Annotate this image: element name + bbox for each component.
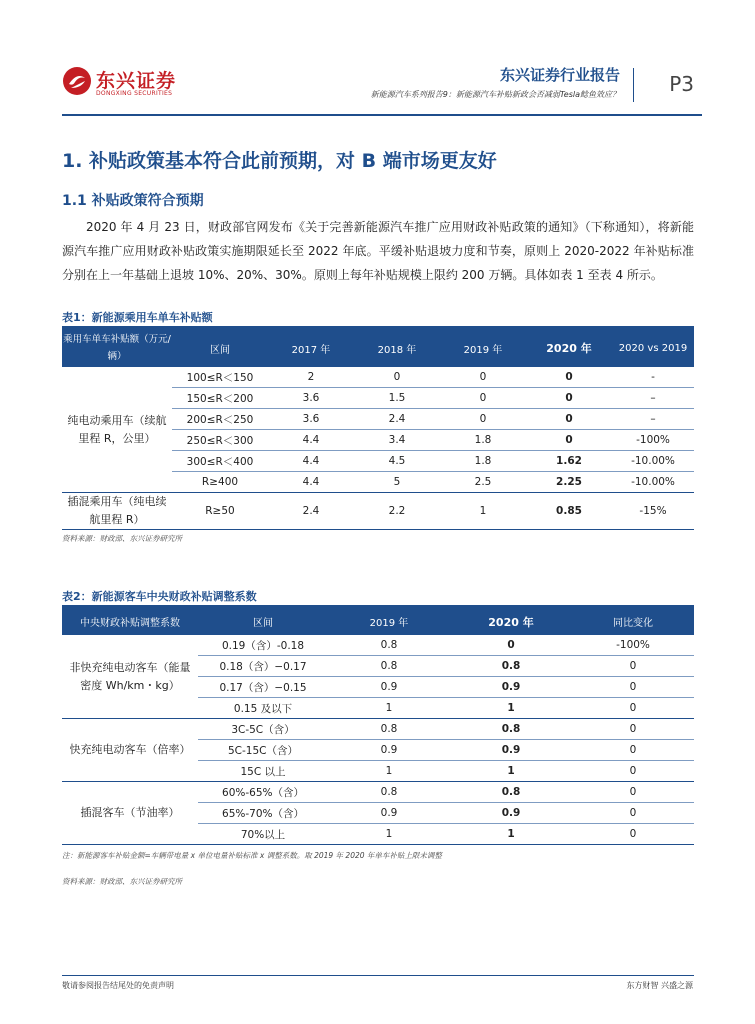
table1-header-cell: 2017 年: [268, 329, 354, 367]
table1-cell: 2.2: [354, 493, 440, 530]
table1-cell: 1.62: [526, 451, 612, 472]
company-logo: [62, 62, 202, 104]
table1-cell: 2: [268, 367, 354, 388]
table2-cell: 0.18（含）−0.17: [198, 656, 328, 677]
table1-cell: -15%: [612, 493, 694, 530]
table2-cell: 0.9: [328, 803, 450, 824]
table1-category-cell: 插混乘用车（纯电续航里程 R）: [62, 493, 172, 530]
header-divider: [633, 68, 635, 102]
table2-cell: 0.8: [450, 656, 572, 677]
table2-cell: 0.8: [450, 719, 572, 740]
table1-header-cell: 区间: [172, 329, 268, 367]
table2-header-cell: 2019 年: [328, 608, 450, 635]
table2-cell: 5C-15C（含）: [198, 740, 328, 761]
table1-category-cell: 纯电动乘用车（续航里程 R，公里）: [62, 367, 172, 493]
table1-grid: [62, 329, 694, 530]
table2-cell: 0.19（含）-0.18: [198, 635, 328, 656]
table1-cell: -: [612, 367, 694, 388]
table1-cell: 2.4: [354, 409, 440, 430]
table2-cell: 0.9: [450, 803, 572, 824]
table1-cell: 2.25: [526, 472, 612, 493]
header-title-block: [371, 64, 620, 100]
table1-cell: R≥50: [172, 493, 268, 530]
report-type-title: 东兴证券行业报告: [499, 66, 620, 84]
table2-header-cell: 同比变化: [572, 608, 694, 635]
table2-cell: 15C 以上: [198, 761, 328, 782]
table2-cell: 1: [450, 761, 572, 782]
footer-slogan: 东方财智 兴盛之源: [626, 981, 693, 990]
table1-cell: 4.4: [268, 430, 354, 451]
table2-cell: 0.8: [328, 782, 450, 803]
table1-cell: 1.8: [440, 451, 526, 472]
table1-cell: 0: [526, 367, 612, 388]
table1-title: 表1：新能源乘用车单车补贴额: [62, 311, 213, 324]
table1-row: [62, 493, 694, 530]
table2-cell: 0: [572, 803, 694, 824]
logo-mark-icon: [62, 66, 92, 96]
table2-category-cell: 快充纯电动客车（倍率）: [62, 719, 198, 782]
table1-header-cell: 2020 年: [526, 329, 612, 367]
table2-cell: 0.9: [450, 677, 572, 698]
table2-cell: 0: [572, 719, 694, 740]
footer-disclaimer: 敬请参阅报告结尾处的免责声明: [62, 981, 174, 990]
table1-cell: 100≤R＜150: [172, 367, 268, 388]
table2-cell: 70%以上: [198, 824, 328, 845]
table2-cell: 0: [572, 824, 694, 845]
table2-row: [62, 635, 694, 656]
table2-cell: 0.8: [328, 719, 450, 740]
table2-note: 注：新能源客车补贴金额=车辆带电量 x 单位电量补贴标准 x 调整系数。取 2019 年 2020 年单车补贴上限未调整: [62, 851, 442, 860]
table2-cell: 0: [572, 740, 694, 761]
table1-cell: 4.4: [268, 451, 354, 472]
table2-header-row: [62, 608, 694, 635]
table1-body: [62, 367, 694, 530]
table1-cell: 3.6: [268, 409, 354, 430]
table2-cell: 0.9: [328, 677, 450, 698]
table1-cell: 3.4: [354, 430, 440, 451]
table1-header-cell: 乘用车单车补贴额（万元/辆）: [62, 329, 172, 367]
logo-text-cn: 东兴证券: [96, 70, 177, 92]
table1-header-cell: 2019 年: [440, 329, 526, 367]
table1-cell: R≥400: [172, 472, 268, 493]
table2-cell: 0.17（含）−0.15: [198, 677, 328, 698]
table1-cell: –: [612, 388, 694, 409]
table1-cell: -10.00%: [612, 472, 694, 493]
logo-text-en: DONGXING SECURITIES: [96, 90, 173, 97]
table2-body: [62, 635, 694, 845]
table1-cell: 0: [526, 409, 612, 430]
table2-title: 表2：新能源客车中央财政补贴调整系数: [62, 590, 257, 603]
table2-cell: 0.9: [328, 740, 450, 761]
table2: [62, 605, 694, 845]
header-rule: [62, 114, 702, 116]
table1-cell: 3.6: [268, 388, 354, 409]
table1-row: [62, 367, 694, 388]
table1-cell: -100%: [612, 430, 694, 451]
body-paragraph: 2020 年 4 月 23 日，财政部官网发布《关于完善新能源汽车推广应用财政补贴政策的通知》（下称通知），将新能源汽车推广应用财政补贴政策实施期限延长至 2022 年底。平缓补贴退坡力度和节奏，原则上 2020-2022 年补贴标准分别在上一年基础上退坡 10%、20%、30%。原则上每年补贴规模上限约 200 万辆。具体如表 1 至表 4 所示。: [62, 220, 694, 282]
table2-source: 资料来源：财政部、东兴证券研究所: [62, 877, 182, 886]
table1-cell: 2.4: [268, 493, 354, 530]
table2-cell: 0.8: [328, 656, 450, 677]
table2-cell: 0.8: [328, 635, 450, 656]
table2-cell: 0: [450, 635, 572, 656]
table1-cell: 0: [354, 367, 440, 388]
report-series-subtitle: 新能源汽车系列报告9：新能源汽车补贴新政会否减弱Tesla鲶鱼效应？: [370, 90, 620, 99]
table1-cell: -10.00%: [612, 451, 694, 472]
table1-cell: 4.4: [268, 472, 354, 493]
table2-cell: 1: [450, 824, 572, 845]
page-header: [62, 62, 702, 118]
table1-source: 资料来源：财政部、东兴证券研究所: [62, 534, 182, 543]
table1-cell: 250≤R＜300: [172, 430, 268, 451]
table1-cell: 1: [440, 493, 526, 530]
table2-category-cell: 插混客车（节油率）: [62, 782, 198, 845]
table2-cell: 0.15 及以下: [198, 698, 328, 719]
table2-cell: 0: [572, 761, 694, 782]
table1-cell: –: [612, 409, 694, 430]
table2-cell: 1: [328, 698, 450, 719]
table1-cell: 200≤R＜250: [172, 409, 268, 430]
table1-cell: 2.5: [440, 472, 526, 493]
table2-cell: 0: [572, 782, 694, 803]
table1-cell: 0: [526, 388, 612, 409]
footer-rule: [62, 975, 694, 976]
table2-cell: -100%: [572, 635, 694, 656]
table1-cell: 300≤R＜400: [172, 451, 268, 472]
table1-header-row: [62, 329, 694, 367]
table2-row: [62, 782, 694, 803]
table1-cell: 0: [440, 388, 526, 409]
table1: [62, 326, 694, 530]
table2-cell: 3C-5C（含）: [198, 719, 328, 740]
table2-cell: 1: [328, 761, 450, 782]
table2-cell: 65%-70%（含）: [198, 803, 328, 824]
section-heading: 1. 补贴政策基本符合此前预期，对 B 端市场更友好: [62, 150, 497, 172]
table1-cell: 150≤R＜200: [172, 388, 268, 409]
table2-cell: 0.9: [450, 740, 572, 761]
table2-grid: [62, 608, 694, 845]
table2-cell: 0: [572, 698, 694, 719]
table1-cell: 0: [526, 430, 612, 451]
table1-cell: 0: [440, 367, 526, 388]
table2-category-cell: 非快充纯电动客车（能量密度 Wh/km・kg）: [62, 635, 198, 719]
table1-header-cell: 2018 年: [354, 329, 440, 367]
table1-header-cell: 2020 vs 2019: [612, 329, 694, 367]
page-number: P3: [669, 72, 694, 96]
table2-cell: 0: [572, 656, 694, 677]
subsection-heading: 1.1 补贴政策符合预期: [62, 193, 204, 209]
table2-header-cell: 区间: [198, 608, 328, 635]
table2-cell: 0.8: [450, 782, 572, 803]
table1-cell: 1.8: [440, 430, 526, 451]
table1-cell: 4.5: [354, 451, 440, 472]
table2-cell: 1: [450, 698, 572, 719]
table2-header-cell: 2020 年: [450, 608, 572, 635]
table1-cell: 5: [354, 472, 440, 493]
table1-cell: 0: [440, 409, 526, 430]
table1-cell: 1.5: [354, 388, 440, 409]
table1-cell: 0.85: [526, 493, 612, 530]
table2-cell: 0: [572, 677, 694, 698]
table2-cell: 1: [328, 824, 450, 845]
table2-cell: 60%-65%（含）: [198, 782, 328, 803]
table2-row: [62, 719, 694, 740]
table2-header-cell: 中央财政补贴调整系数: [62, 608, 198, 635]
